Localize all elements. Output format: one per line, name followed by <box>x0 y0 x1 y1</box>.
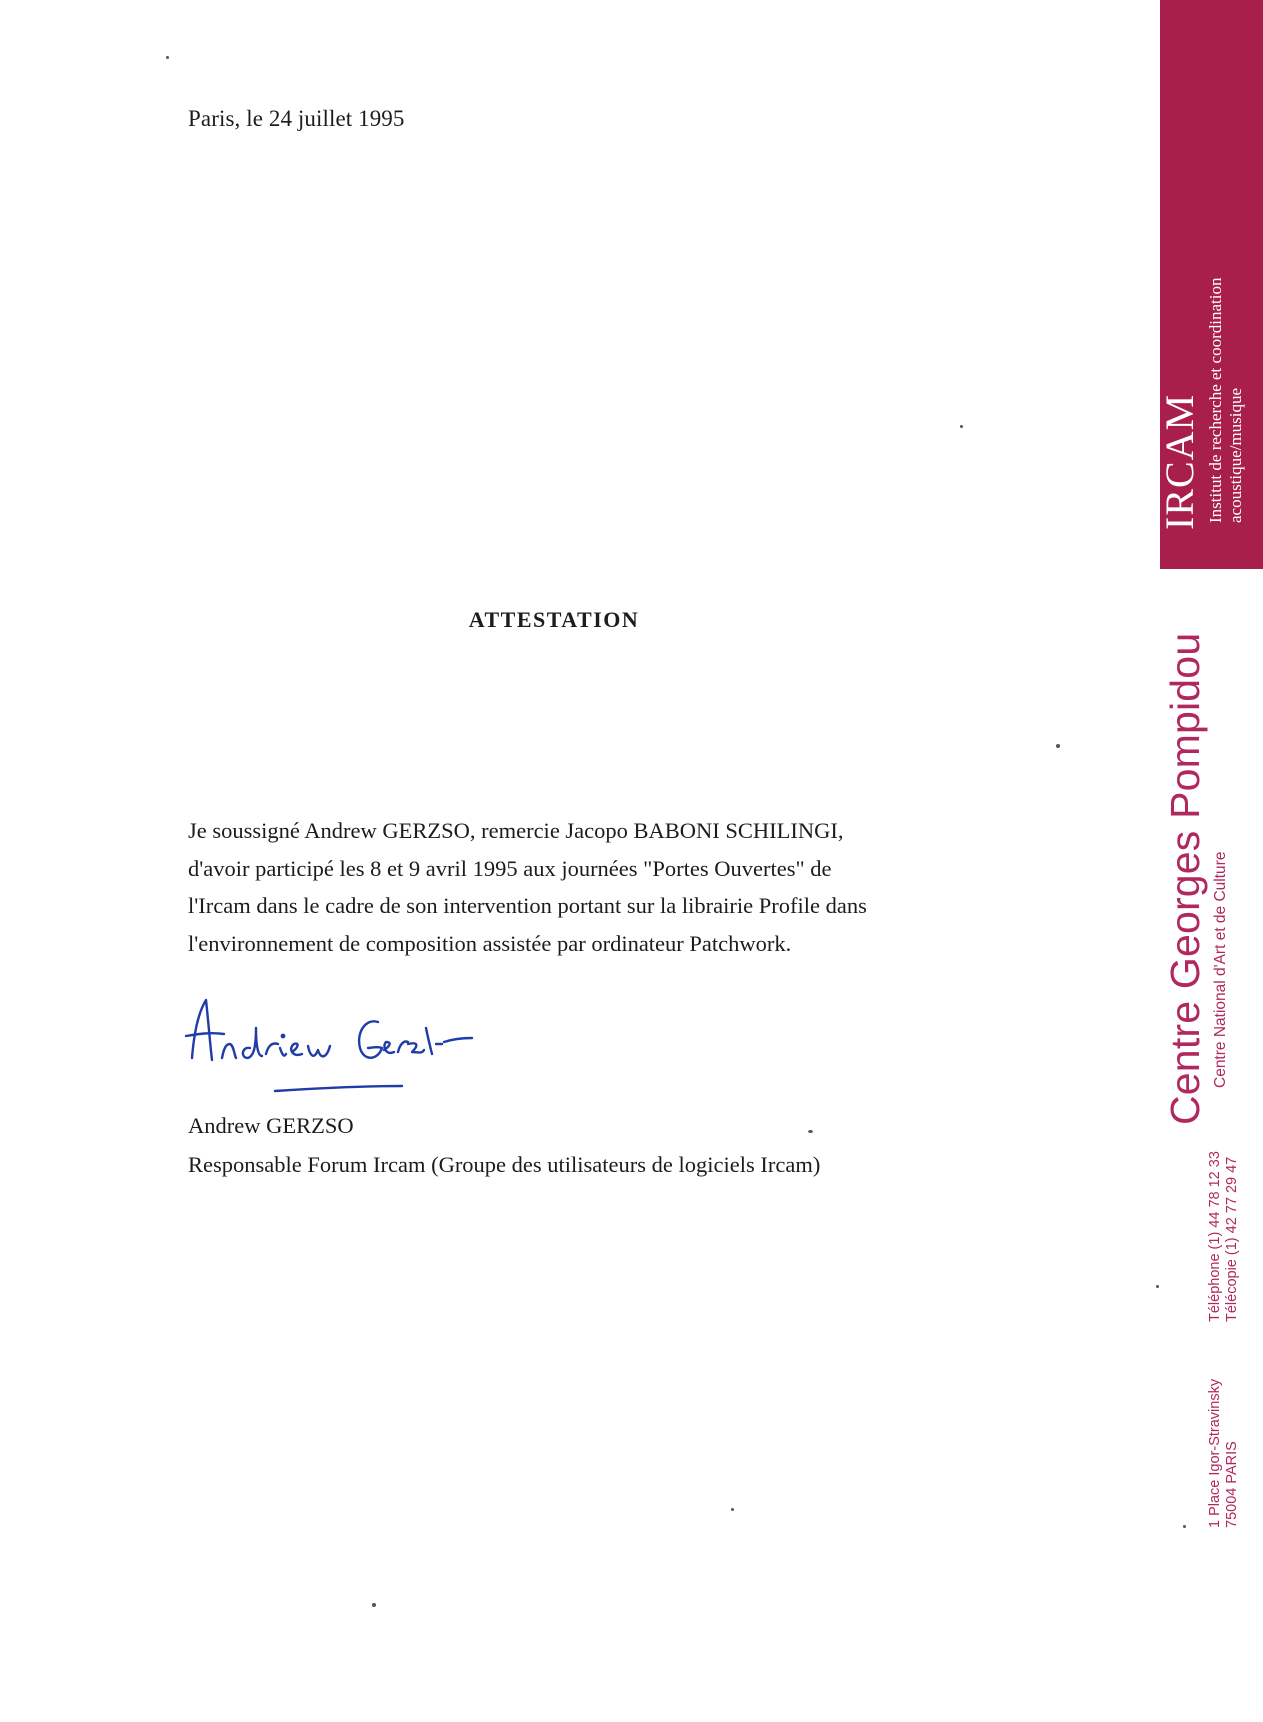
scan-speck <box>372 1603 376 1607</box>
scan-speck <box>166 56 169 59</box>
scan-speck <box>960 425 963 428</box>
address-line-2: 75004 PARIS <box>1224 1441 1240 1528</box>
body-line: Je soussigné Andrew GERZSO, remercie Jacopo BABONI SCHILINGI, <box>188 818 844 843</box>
ircam-subtitle-line-1: Institut de recherche et coordination <box>1206 277 1225 523</box>
ircam-logo-text: IRCAM <box>1157 393 1202 530</box>
body-line: l'environnement de composition assistée par ordinateur Patchwork. <box>188 930 792 956</box>
telephone-number: Téléphone (1) 44 78 12 33 <box>1207 1151 1223 1322</box>
scan-speck <box>1156 1285 1159 1288</box>
signatory-name: Andrew GERZSO <box>188 1113 354 1138</box>
scan-speck <box>808 1130 813 1133</box>
body-line: l'Ircam dans le cadre de son intervention portant sur la librairie Profile dans <box>188 893 867 918</box>
address-line-1: 1 Place Igor-Stravinsky <box>1207 1378 1223 1528</box>
handwritten-signature <box>180 988 520 1103</box>
scan-speck <box>1056 744 1060 748</box>
scan-speck <box>1183 1525 1186 1528</box>
fax-number: Télécopie (1) 42 77 29 47 <box>1224 1156 1240 1322</box>
letter-date: Paris, le 24 juillet 1995 <box>188 106 405 131</box>
scan-speck <box>731 1508 734 1511</box>
letter-title: ATTESTATION <box>468 607 640 632</box>
letter-body <box>188 812 988 962</box>
signatory-role: Responsable Forum Ircam (Groupe des utilisateurs de logiciels Ircam) <box>188 1152 821 1177</box>
centre-pompidou-name: Centre Georges Pompidou <box>1162 632 1208 1125</box>
body-line: d'avoir participé les 8 et 9 avril 1995 aux journées "Portes Ouvertes" de <box>188 855 832 881</box>
ircam-subtitle-line-2: acoustique/musique <box>1226 387 1245 523</box>
centre-pompidou-subtitle: Centre National d'Art et de Culture <box>1212 851 1229 1088</box>
